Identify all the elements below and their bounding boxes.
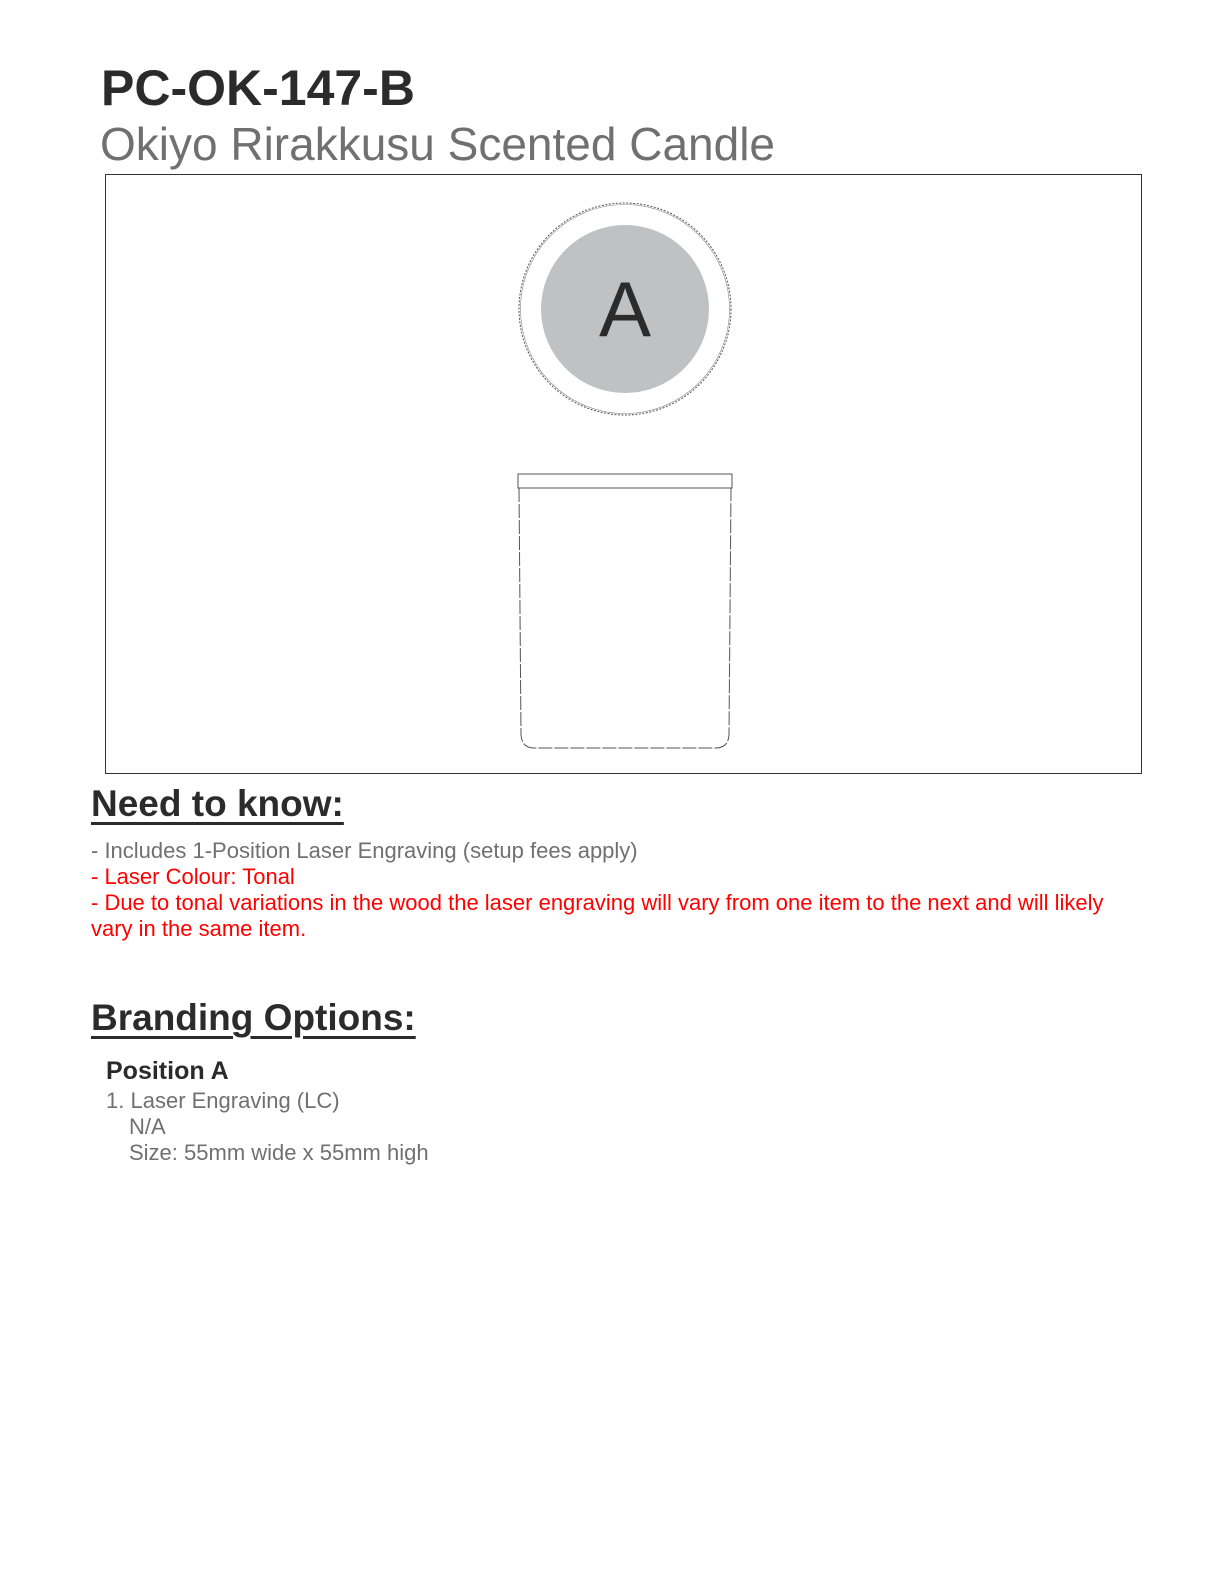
note-tonal-variation: - Due to tonal variations in the wood the laser engraving will vary from one item to the next and will likely vary in the same item. <box>91 890 1104 941</box>
note-laser-colour: - Laser Colour: Tonal <box>91 864 295 889</box>
position-a-title: Position A <box>106 1057 229 1085</box>
lid-top-view <box>519 203 731 415</box>
product-name: Okiyo Rirakkusu Scented Candle <box>100 118 775 170</box>
artwork-frame <box>105 174 1142 774</box>
product-drawing <box>106 175 1143 775</box>
jar-lid-outline <box>518 474 732 488</box>
need-to-know-heading: Need to know: <box>91 783 344 824</box>
option-number: 1. <box>106 1088 125 1113</box>
option-size: Size: 55mm wide x 55mm high <box>129 1140 429 1165</box>
product-code: PC-OK-147-B <box>101 60 415 116</box>
note-engraving-included: - Includes 1-Position Laser Engraving (setup fees apply) <box>91 838 638 863</box>
option-method: Laser Engraving (LC) <box>130 1088 340 1113</box>
branding-options-heading: Branding Options: <box>91 997 416 1038</box>
position-a-label: A <box>598 265 652 353</box>
jar-side-view <box>518 474 732 748</box>
need-to-know-notes <box>91 838 1141 942</box>
jar-body-outline <box>519 488 731 748</box>
option-item <box>106 1088 429 1114</box>
option-detail: N/A <box>129 1114 166 1139</box>
position-a-options <box>106 1088 429 1166</box>
